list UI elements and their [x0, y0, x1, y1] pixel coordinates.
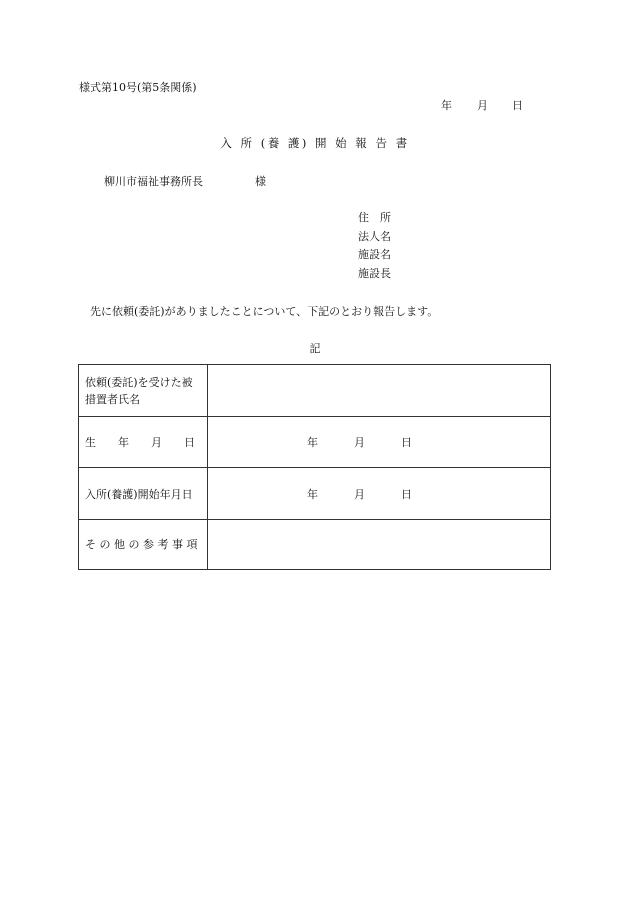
birth-year-label: 年 — [307, 436, 318, 449]
other-notes-label: そ の 他 の 参 考 事 項 — [85, 538, 198, 551]
table-row-birth-date — [79, 417, 550, 468]
table-row-admission-date — [79, 468, 550, 520]
client-name-label-line2: 措置者氏名 — [85, 393, 140, 406]
sender-address-label: 住 所 — [358, 211, 391, 224]
date-day-label: 日 — [512, 99, 523, 112]
table-row-client-name — [79, 365, 550, 417]
admission-year-label: 年 — [307, 488, 318, 501]
client-name-label-line1: 依頼(委託)を受けた被 — [85, 376, 193, 389]
row-label-cell — [79, 520, 208, 569]
document-title: 入 所 (養 護) 開 始 報 告 書 — [220, 136, 410, 150]
addressee-name: 柳川市福祉事務所長 — [104, 175, 203, 188]
sender-director-label: 施設長 — [358, 267, 391, 280]
birth-date-label: 生 年 月 日 — [85, 436, 195, 449]
admission-day-label: 日 — [401, 488, 412, 501]
sender-corporation-label: 法人名 — [358, 230, 391, 243]
birth-day-label: 日 — [401, 436, 412, 449]
record-table — [78, 364, 551, 570]
addressee-honorific: 様 — [255, 175, 266, 188]
admission-month-label: 月 — [354, 488, 365, 501]
row-label-cell — [79, 468, 208, 519]
admission-date-value-cell[interactable] — [208, 468, 550, 519]
date-month-label: 月 — [477, 99, 488, 112]
client-name-value-cell[interactable] — [208, 365, 550, 416]
table-row-other-notes — [79, 520, 550, 569]
admission-date-label: 入所(養護)開始年月日 — [85, 488, 193, 501]
body-text: 先に依頼(委託)がありましたことについて、下記のとおり報告します。 — [90, 305, 439, 318]
row-label-cell — [79, 417, 208, 467]
other-notes-value-cell[interactable] — [208, 520, 550, 569]
birth-month-label: 月 — [354, 436, 365, 449]
form-number: 様式第10号(第5条関係) — [79, 81, 197, 94]
birth-date-value-cell[interactable] — [208, 417, 550, 467]
date-year-label: 年 — [441, 99, 452, 112]
record-heading: 記 — [309, 342, 321, 355]
sender-facility-label: 施設名 — [358, 248, 391, 261]
row-label-cell — [79, 365, 208, 416]
